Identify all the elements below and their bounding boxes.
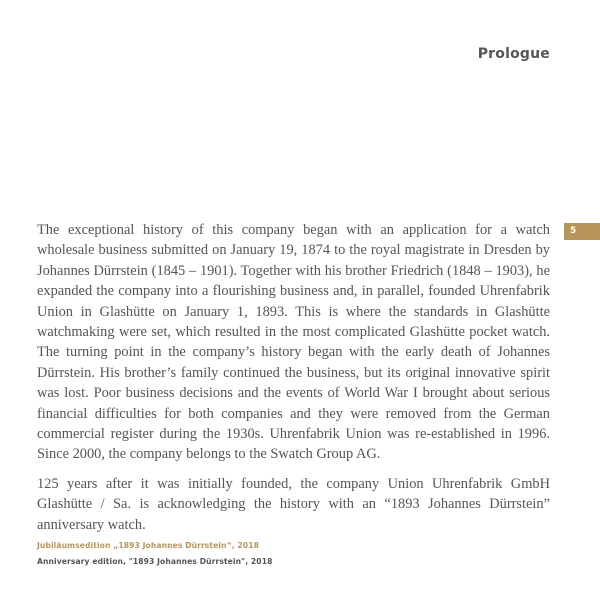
body-text	[37, 220, 550, 535]
caption-english: Anniversary edition, "1893 Johannes Dürrstein", 2018	[37, 557, 273, 566]
page-title: Prologue	[477, 46, 550, 62]
page-number-badge: 5	[564, 223, 600, 240]
caption-german: Jubiläumsedition „1893 Johannes Dürrstein“, 2018	[37, 541, 259, 550]
paragraph-history: The exceptional history of this company began with an application for a watch wholesale business submitted on January 19, 1874 to the royal magistrate in Dresden by Johannes Dürrstein (1845 – 1901). Together with his brother Friedrich (1848 – 1903), he expanded the company into a flourishing business and, in parallel, founded Uhrenfabrik Union in Glashütte on January 1, 1893. This is where the standards in Glashütte watchmaking were set, which resulted in the most complicated Glashütte pocket watch. The turning point in the company’s history began with the early death of Johannes Dürrstein. His brother’s family continued the business, but its original innovative spirit was lost. Poor business decisions and the events of World War I brought about serious financial difficulties for both companies and they were removed from the German commercial register during the 1930s. Uhrenfabrik Union was re-established in 1996. Since 2000, the company belongs to the Swatch Group AG.	[37, 222, 550, 463]
paragraph-anniversary: 125 years after it was initially founded, the company Union Uhrenfabrik GmbH Glashütte / Sa. is acknowledging the history with an “1893 Johannes Dürrstein” anniversary watch.	[37, 475, 550, 533]
